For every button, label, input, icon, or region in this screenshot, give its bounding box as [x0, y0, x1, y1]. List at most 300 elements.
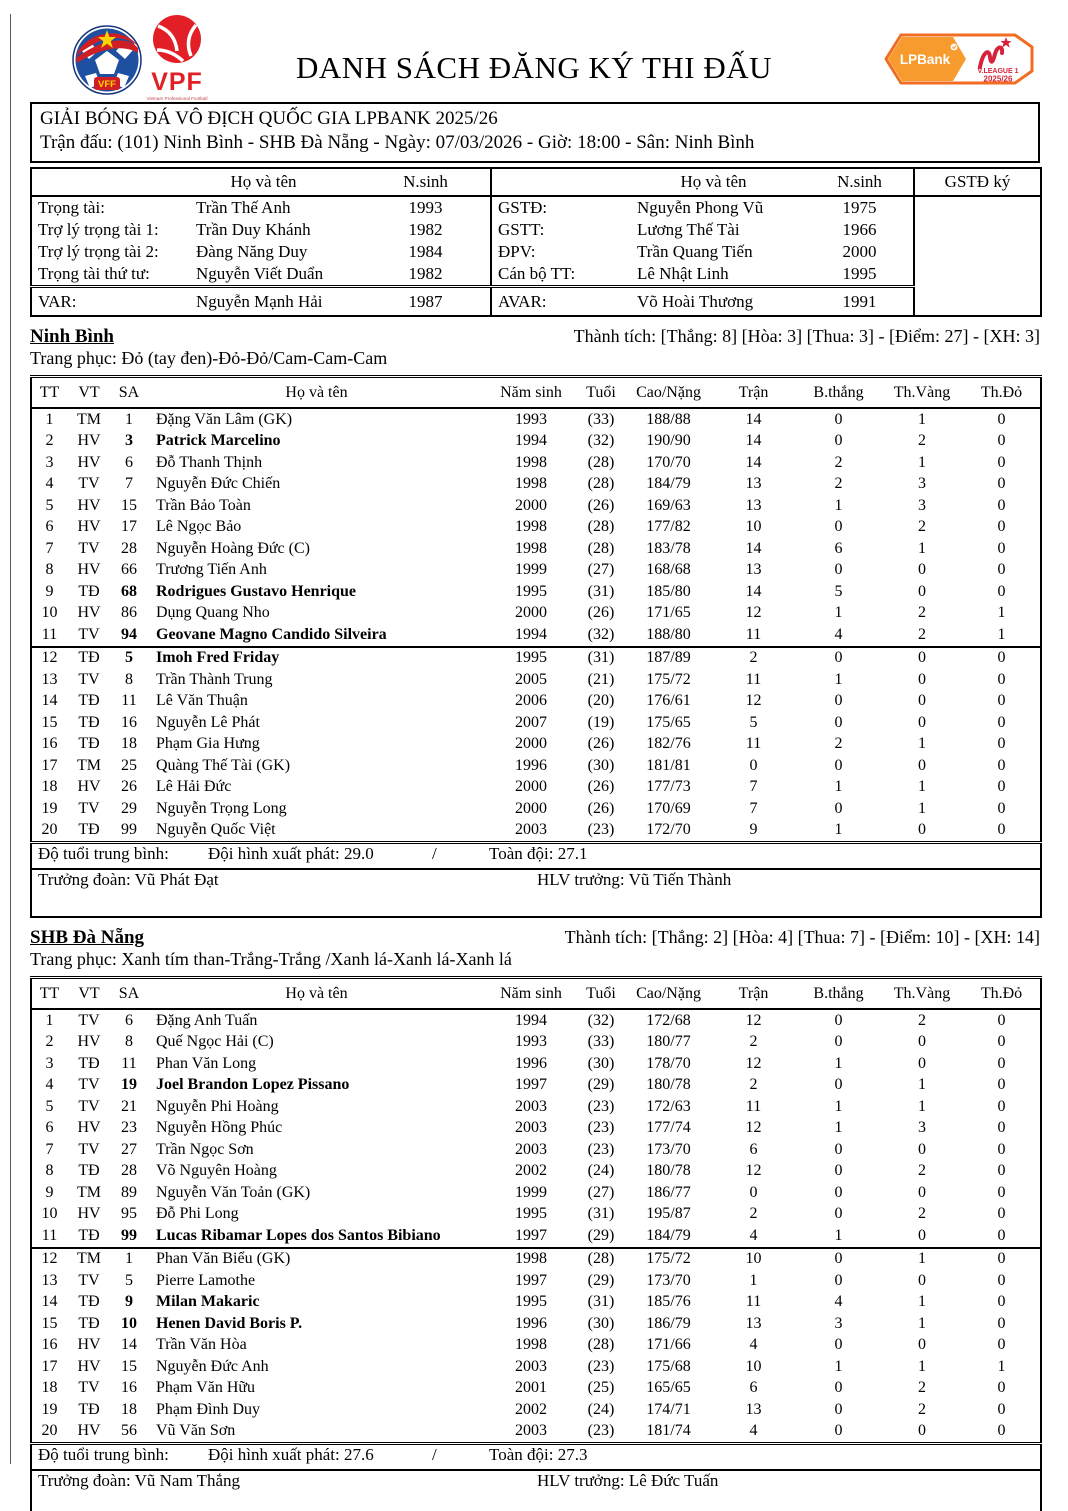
- player-row: [31, 1270, 1041, 1292]
- cell-yc: 2: [918, 1011, 926, 1029]
- official-birth: 1991: [806, 287, 914, 317]
- cell-tt: 5: [45, 496, 54, 514]
- official-birth: 1995: [842, 264, 877, 283]
- cell-tt: 19: [41, 799, 58, 817]
- cell-tt: 4: [45, 475, 54, 493]
- cell-gw: 0: [834, 713, 843, 731]
- team-kit: Trang phục: Đỏ (tay đen)-Đỏ-Đỏ/Cam-Cam-Cam: [30, 348, 388, 368]
- cell-name: Rodrigues Gustavo Henrique: [156, 582, 357, 600]
- cell-hw: 177/82: [646, 518, 691, 536]
- cell-yc: 0: [918, 1271, 926, 1289]
- cell-rc: 0: [997, 1205, 1006, 1223]
- cell-mp: 10: [745, 518, 762, 536]
- cell-mp: 10: [745, 1250, 762, 1268]
- cell-hw: 174/71: [646, 1400, 691, 1418]
- cell-tt: 16: [41, 735, 58, 753]
- official-role: AVAR:: [491, 287, 621, 317]
- cell-age: (26): [587, 799, 615, 817]
- player-row: [31, 408, 1041, 431]
- cell-age: (26): [587, 604, 615, 622]
- cell-mp: 2: [749, 1076, 758, 1094]
- cell-gw: 1: [834, 496, 843, 514]
- cell-mp: 12: [745, 692, 762, 710]
- cell-hw: 181/81: [646, 756, 691, 774]
- player-row: [31, 1378, 1041, 1400]
- officials-header-empty-right: [491, 168, 621, 196]
- cell-rc: 0: [997, 518, 1006, 536]
- cell-name: Trần Thành Trung: [156, 670, 273, 688]
- cell-age: (23): [587, 821, 615, 839]
- cell-gw: 0: [834, 799, 843, 817]
- cell-tt: 12: [41, 649, 58, 667]
- cell-sa: 1: [125, 1250, 133, 1268]
- cell-vt: TĐ: [78, 713, 100, 731]
- cell-hw: 182/76: [646, 735, 691, 753]
- cell-name: Imoh Fred Friday: [156, 649, 280, 667]
- cell-name: Henen David Boris P.: [156, 1314, 303, 1332]
- cell-mp: 12: [745, 1011, 762, 1029]
- cell-gw: 0: [834, 518, 843, 536]
- cell-name: Geovane Magno Candido Silveira: [156, 625, 387, 643]
- cell-sa: 10: [121, 1314, 137, 1332]
- cell-rc: 0: [997, 756, 1006, 774]
- cell-vt: TM: [77, 410, 101, 428]
- cell-gw: 0: [834, 432, 843, 450]
- cell-hw: 172/63: [646, 1097, 691, 1115]
- cell-age: (24): [587, 1162, 615, 1180]
- cell-name: Joel Brandon Lopez Pissano: [156, 1076, 350, 1094]
- cell-born: 1993: [515, 1033, 547, 1051]
- cell-hw: 178/70: [646, 1054, 691, 1072]
- cell-age: (28): [587, 1250, 615, 1268]
- official-role: Trợ lý trọng tài 2:: [38, 242, 159, 261]
- cell-name: Lê Ngọc Bảo: [156, 518, 242, 536]
- official-birth: 1987: [361, 287, 491, 317]
- player-row: [31, 777, 1041, 799]
- cell-name: Nguyễn Quốc Việt: [156, 821, 276, 839]
- cell-age: (31): [587, 1293, 615, 1311]
- cell-mp: 4: [749, 1226, 758, 1244]
- cell-name: Trương Tiến Anh: [156, 561, 267, 579]
- cell-age: (33): [587, 410, 615, 428]
- lpbank-text: LPBank: [899, 52, 951, 67]
- cell-yc: 3: [918, 496, 926, 514]
- official-role: Trọng tài:: [38, 198, 105, 217]
- cell-vt: TĐ: [78, 649, 100, 667]
- cell-sa: 1: [125, 410, 133, 428]
- official-name: Nguyễn Viết Duẩn: [196, 264, 324, 283]
- cell-born: 1998: [515, 1336, 547, 1354]
- player-row: [31, 517, 1041, 539]
- roster-header-row: [31, 377, 1041, 409]
- cell-born: 1994: [515, 432, 547, 450]
- cell-tt: 7: [45, 1140, 54, 1158]
- cell-sa: 11: [121, 1054, 137, 1072]
- cell-mp: 1: [749, 1271, 758, 1289]
- cell-tt: 18: [41, 778, 58, 796]
- player-row: [31, 624, 1041, 647]
- cell-mp: 11: [745, 735, 762, 753]
- cell-rc: 0: [997, 1293, 1006, 1311]
- cell-yc: 3: [918, 1119, 926, 1137]
- player-row: [31, 431, 1041, 453]
- roster-table-home: [30, 375, 1042, 918]
- cell-age: (26): [587, 735, 615, 753]
- player-row: [31, 1313, 1041, 1335]
- cell-tt: 3: [45, 1054, 54, 1072]
- cell-vt: TV: [78, 1140, 100, 1158]
- cell-mp: 13: [745, 1400, 762, 1418]
- cell-hw: 177/74: [646, 1119, 691, 1137]
- cell-hw: 184/79: [646, 1226, 691, 1244]
- cell-tt: 6: [45, 518, 54, 536]
- cell-age: (28): [587, 453, 615, 471]
- avg-age-separator: /: [432, 1445, 437, 1464]
- cell-rc: 0: [997, 539, 1006, 557]
- col-vt: VT: [67, 377, 111, 409]
- cell-hw: 180/77: [646, 1033, 691, 1051]
- cell-yc: 1: [918, 453, 926, 471]
- col-tt: TT: [31, 377, 67, 409]
- cell-yc: 2: [918, 1205, 926, 1223]
- cell-yc: 1: [918, 539, 926, 557]
- cell-sa: 56: [121, 1422, 137, 1440]
- player-row: [31, 820, 1041, 843]
- cell-yc: 2: [918, 625, 926, 643]
- cell-tt: 8: [45, 1162, 54, 1180]
- cell-name: Nguyễn Phi Hoàng: [156, 1097, 279, 1115]
- col-tt: TT: [31, 978, 67, 1010]
- player-row: [31, 1292, 1041, 1314]
- player-row: [31, 1161, 1041, 1183]
- vff-text: VFF: [98, 79, 116, 90]
- col-yc: Th.Vàng: [881, 978, 963, 1010]
- cell-rc: 0: [997, 1076, 1006, 1094]
- cell-born: 1995: [515, 649, 547, 667]
- avg-age-label: Độ tuổi trung bình:: [38, 844, 169, 863]
- season-text: 2025/26: [983, 74, 1013, 84]
- player-row: [31, 1399, 1041, 1421]
- cell-yc: 1: [918, 778, 926, 796]
- cell-mp: 11: [745, 1097, 762, 1115]
- cell-age: (31): [587, 1205, 615, 1223]
- col-name: Họ và tên: [147, 978, 486, 1010]
- player-row: [31, 1356, 1041, 1378]
- cell-yc: 3: [918, 475, 926, 493]
- cell-gw: 1: [834, 1226, 843, 1244]
- cell-yc: 1: [918, 1097, 926, 1115]
- cell-sa: 6: [125, 453, 133, 471]
- cell-name: Patrick Marcelino: [156, 432, 281, 450]
- cell-rc: 0: [997, 1054, 1006, 1072]
- player-row: [31, 1053, 1041, 1075]
- cell-age: (28): [587, 1336, 615, 1354]
- officials-table: [30, 167, 1042, 317]
- col-vt: VT: [67, 978, 111, 1010]
- cell-age: (28): [587, 475, 615, 493]
- cell-tt: 6: [45, 1119, 54, 1137]
- cell-age: (27): [587, 1183, 615, 1201]
- cell-born: 2005: [515, 670, 547, 688]
- cell-sa: 99: [121, 1226, 137, 1244]
- player-row: [31, 1075, 1041, 1097]
- officials-row: [31, 219, 1041, 241]
- cell-hw: 177/73: [646, 778, 691, 796]
- cell-name: Trần Văn Hòa: [156, 1336, 247, 1354]
- cell-sa: 29: [121, 799, 137, 817]
- cell-age: (32): [587, 1011, 615, 1029]
- cell-sa: 25: [121, 756, 137, 774]
- page-title: DANH SÁCH ĐĂNG KÝ THI ĐẤU: [295, 50, 773, 85]
- cell-hw: 173/70: [646, 1271, 691, 1289]
- cell-age: (30): [587, 756, 615, 774]
- cell-age: (23): [587, 1140, 615, 1158]
- staff-row: [31, 869, 1041, 917]
- official-name: Võ Hoài Thương: [621, 287, 806, 317]
- cell-vt: TV: [78, 539, 100, 557]
- cell-vt: HV: [77, 432, 101, 450]
- player-row: [31, 647, 1041, 670]
- cell-name: Nguyễn Hoàng Đức (C): [156, 539, 310, 557]
- player-row: [31, 495, 1041, 517]
- cell-born: 1997: [515, 1226, 547, 1244]
- cell-sa: 26: [121, 778, 137, 796]
- cell-sa: 9: [125, 1293, 133, 1311]
- cell-mp: 2: [749, 1205, 758, 1223]
- cell-rc: 0: [997, 670, 1006, 688]
- player-row: [31, 1204, 1041, 1226]
- cell-gw: 0: [834, 1076, 843, 1094]
- cell-vt: HV: [77, 1205, 101, 1223]
- cell-name: Nguyễn Đức Anh: [156, 1357, 269, 1375]
- player-row: [31, 603, 1041, 625]
- cell-rc: 0: [997, 1226, 1006, 1244]
- cell-sa: 14: [121, 1336, 137, 1354]
- cell-mp: 9: [749, 821, 758, 839]
- starters-body: [31, 408, 1041, 647]
- avg-age-starting: Đội hình xuất phát: 29.0: [208, 844, 374, 863]
- player-row: [31, 1096, 1041, 1118]
- cell-tt: 11: [41, 625, 58, 643]
- cell-age: (32): [587, 432, 615, 450]
- cell-mp: 12: [745, 1119, 762, 1137]
- cell-tt: 17: [41, 1357, 58, 1375]
- player-row: [31, 1009, 1041, 1032]
- cell-rc: 0: [997, 692, 1006, 710]
- cell-vt: TV: [78, 670, 100, 688]
- cell-mp: 4: [749, 1336, 758, 1354]
- official-name: Trần Thế Anh: [196, 198, 291, 217]
- officials-row: [31, 196, 1041, 219]
- cell-hw: 175/68: [646, 1357, 691, 1375]
- col-born: Năm sinh: [486, 978, 576, 1010]
- cell-mp: 14: [745, 539, 762, 557]
- cell-sa: 19: [121, 1076, 137, 1094]
- subs-body: [31, 1248, 1041, 1444]
- col-rc: Th.Đỏ: [963, 978, 1041, 1010]
- col-rc: Th.Đỏ: [963, 377, 1041, 409]
- cell-name: Đỗ Phi Long: [156, 1205, 239, 1223]
- cell-vt: TV: [78, 625, 100, 643]
- cell-born: 2003: [515, 1357, 547, 1375]
- cell-mp: 13: [745, 1314, 762, 1332]
- cell-yc: 0: [918, 713, 926, 731]
- cell-hw: 168/68: [646, 561, 691, 579]
- cell-vt: TĐ: [78, 1054, 100, 1072]
- player-row: [31, 538, 1041, 560]
- cell-sa: 11: [121, 692, 137, 710]
- cell-born: 2002: [515, 1400, 547, 1418]
- starters-body: [31, 1009, 1041, 1248]
- cell-rc: 0: [997, 821, 1006, 839]
- col-yc: Th.Vàng: [881, 377, 963, 409]
- cell-sa: 6: [125, 1011, 133, 1029]
- cell-sa: 23: [121, 1119, 137, 1137]
- cell-name: Quàng Thế Tài (GK): [156, 756, 291, 774]
- average-age-row: [31, 843, 1041, 870]
- team-name: Ninh Bình: [30, 326, 114, 347]
- cell-vt: TV: [78, 1011, 100, 1029]
- cell-name: Phan Văn Biểu (GK): [156, 1250, 291, 1268]
- cell-vt: TĐ: [78, 582, 100, 600]
- cell-mp: 13: [745, 475, 762, 493]
- cell-mp: 6: [749, 1379, 758, 1397]
- cell-gw: 1: [834, 821, 843, 839]
- tournament-box: [30, 102, 1040, 163]
- cell-rc: 0: [997, 735, 1006, 753]
- cell-name: Lucas Ribamar Lopes dos Santos Bibiano: [156, 1226, 441, 1244]
- cell-yc: 2: [918, 1379, 926, 1397]
- cell-tt: 5: [45, 1097, 54, 1115]
- player-row: [31, 1139, 1041, 1161]
- cell-name: Lê Văn Thuận: [156, 692, 248, 710]
- cell-age: (24): [587, 1400, 615, 1418]
- cell-yc: 0: [918, 1054, 926, 1072]
- cell-yc: 1: [918, 410, 926, 428]
- officials-var-row: [31, 287, 1041, 317]
- official-role: GSTĐ:: [491, 196, 621, 219]
- official-name: Nguyễn Phong Vũ: [637, 198, 764, 217]
- cell-name: Lê Hải Đức: [156, 778, 232, 796]
- cell-rc: 0: [997, 1033, 1006, 1051]
- team-section-away: [30, 927, 1040, 1511]
- cell-rc: 0: [997, 649, 1006, 667]
- cell-born: 1998: [515, 475, 547, 493]
- cell-hw: 184/79: [646, 475, 691, 493]
- cell-sa: 94: [121, 625, 137, 643]
- cell-hw: 173/70: [646, 1140, 691, 1158]
- cell-vt: HV: [77, 453, 101, 471]
- officials-header-name-right: Họ và tên: [621, 168, 806, 196]
- cell-hw: 170/69: [646, 799, 691, 817]
- cell-born: 2003: [515, 1119, 547, 1137]
- cell-vt: TĐ: [78, 1314, 100, 1332]
- cell-born: 1998: [515, 1250, 547, 1268]
- cell-sa: 15: [121, 1357, 137, 1375]
- cell-born: 2002: [515, 1162, 547, 1180]
- team-header: [30, 326, 1040, 348]
- cell-sa: 27: [121, 1140, 137, 1158]
- cell-yc: 1: [918, 735, 926, 753]
- col-name: Họ và tên: [147, 377, 486, 409]
- team-record: Thành tích: [Thắng: 8] [Hòa: 3] [Thua: 3] - [Điểm: 27] - [XH: 3]: [573, 326, 1040, 346]
- cell-tt: 2: [45, 432, 54, 450]
- cell-yc: 1: [918, 1293, 926, 1311]
- official-birth: 1982: [408, 264, 443, 283]
- cell-gw: 2: [834, 453, 843, 471]
- cell-yc: 2: [918, 1400, 926, 1418]
- official-birth: 1975: [842, 198, 877, 217]
- cell-vt: HV: [77, 604, 101, 622]
- cell-sa: 89: [121, 1183, 137, 1201]
- cell-rc: 0: [997, 1183, 1006, 1201]
- vpf-text: VPF: [151, 68, 203, 96]
- cell-sa: 16: [121, 713, 137, 731]
- roster-table-away: [30, 976, 1042, 1511]
- cell-hw: 190/90: [646, 432, 691, 450]
- team-manager: Trưởng đoàn: Vũ Phát Đạt: [38, 870, 219, 889]
- cell-hw: 183/78: [646, 539, 691, 557]
- cell-mp: 7: [749, 799, 758, 817]
- player-row: [31, 755, 1041, 777]
- cell-vt: TV: [78, 1076, 100, 1094]
- vleague-text: V.LEAGUE 1: [977, 68, 1019, 75]
- cell-vt: TĐ: [78, 1293, 100, 1311]
- team-name: SHB Đà Nẵng: [30, 927, 145, 948]
- player-row: [31, 474, 1041, 496]
- cell-name: Phan Văn Long: [156, 1054, 257, 1072]
- cell-mp: 2: [749, 1033, 758, 1051]
- cell-tt: 1: [45, 410, 54, 428]
- cell-hw: 186/77: [646, 1183, 691, 1201]
- cell-vt: TĐ: [78, 1226, 100, 1244]
- cell-hw: 188/88: [646, 410, 691, 428]
- cell-sa: 28: [121, 1162, 137, 1180]
- cell-vt: HV: [77, 1422, 101, 1440]
- cell-sa: 95: [121, 1205, 137, 1223]
- cell-born: 1997: [515, 1076, 547, 1094]
- cell-born: 1998: [515, 518, 547, 536]
- cell-tt: 13: [41, 670, 58, 688]
- cell-mp: 6: [749, 1140, 758, 1158]
- avg-age-total: Toàn đội: 27.1: [489, 844, 588, 863]
- official-birth: 2000: [842, 242, 877, 261]
- col-gw: B.thắng: [796, 978, 881, 1010]
- cell-vt: TĐ: [78, 821, 100, 839]
- cell-born: 2003: [515, 1422, 547, 1440]
- cell-tt: 9: [45, 1183, 54, 1201]
- official-birth: 1993: [408, 198, 443, 217]
- cell-born: 1995: [515, 582, 547, 600]
- subs-body: [31, 647, 1041, 843]
- cell-sa: 7: [125, 475, 133, 493]
- player-row: [31, 1248, 1041, 1271]
- official-name: Nguyễn Mạnh Hải: [166, 287, 361, 317]
- cell-age: (26): [587, 778, 615, 796]
- avg-age-separator: /: [432, 844, 437, 863]
- player-row: [31, 1182, 1041, 1204]
- col-age: Tuổi: [576, 377, 626, 409]
- player-row: [31, 560, 1041, 582]
- average-age-row: [31, 1444, 1041, 1471]
- cell-sa: 66: [121, 561, 137, 579]
- official-role: VAR:: [31, 287, 166, 317]
- cell-vt: HV: [77, 1357, 101, 1375]
- col-hw: Cao/Nặng: [626, 978, 711, 1010]
- cell-tt: 13: [41, 1271, 58, 1289]
- cell-age: (26): [587, 496, 615, 514]
- cell-rc: 1: [997, 604, 1006, 622]
